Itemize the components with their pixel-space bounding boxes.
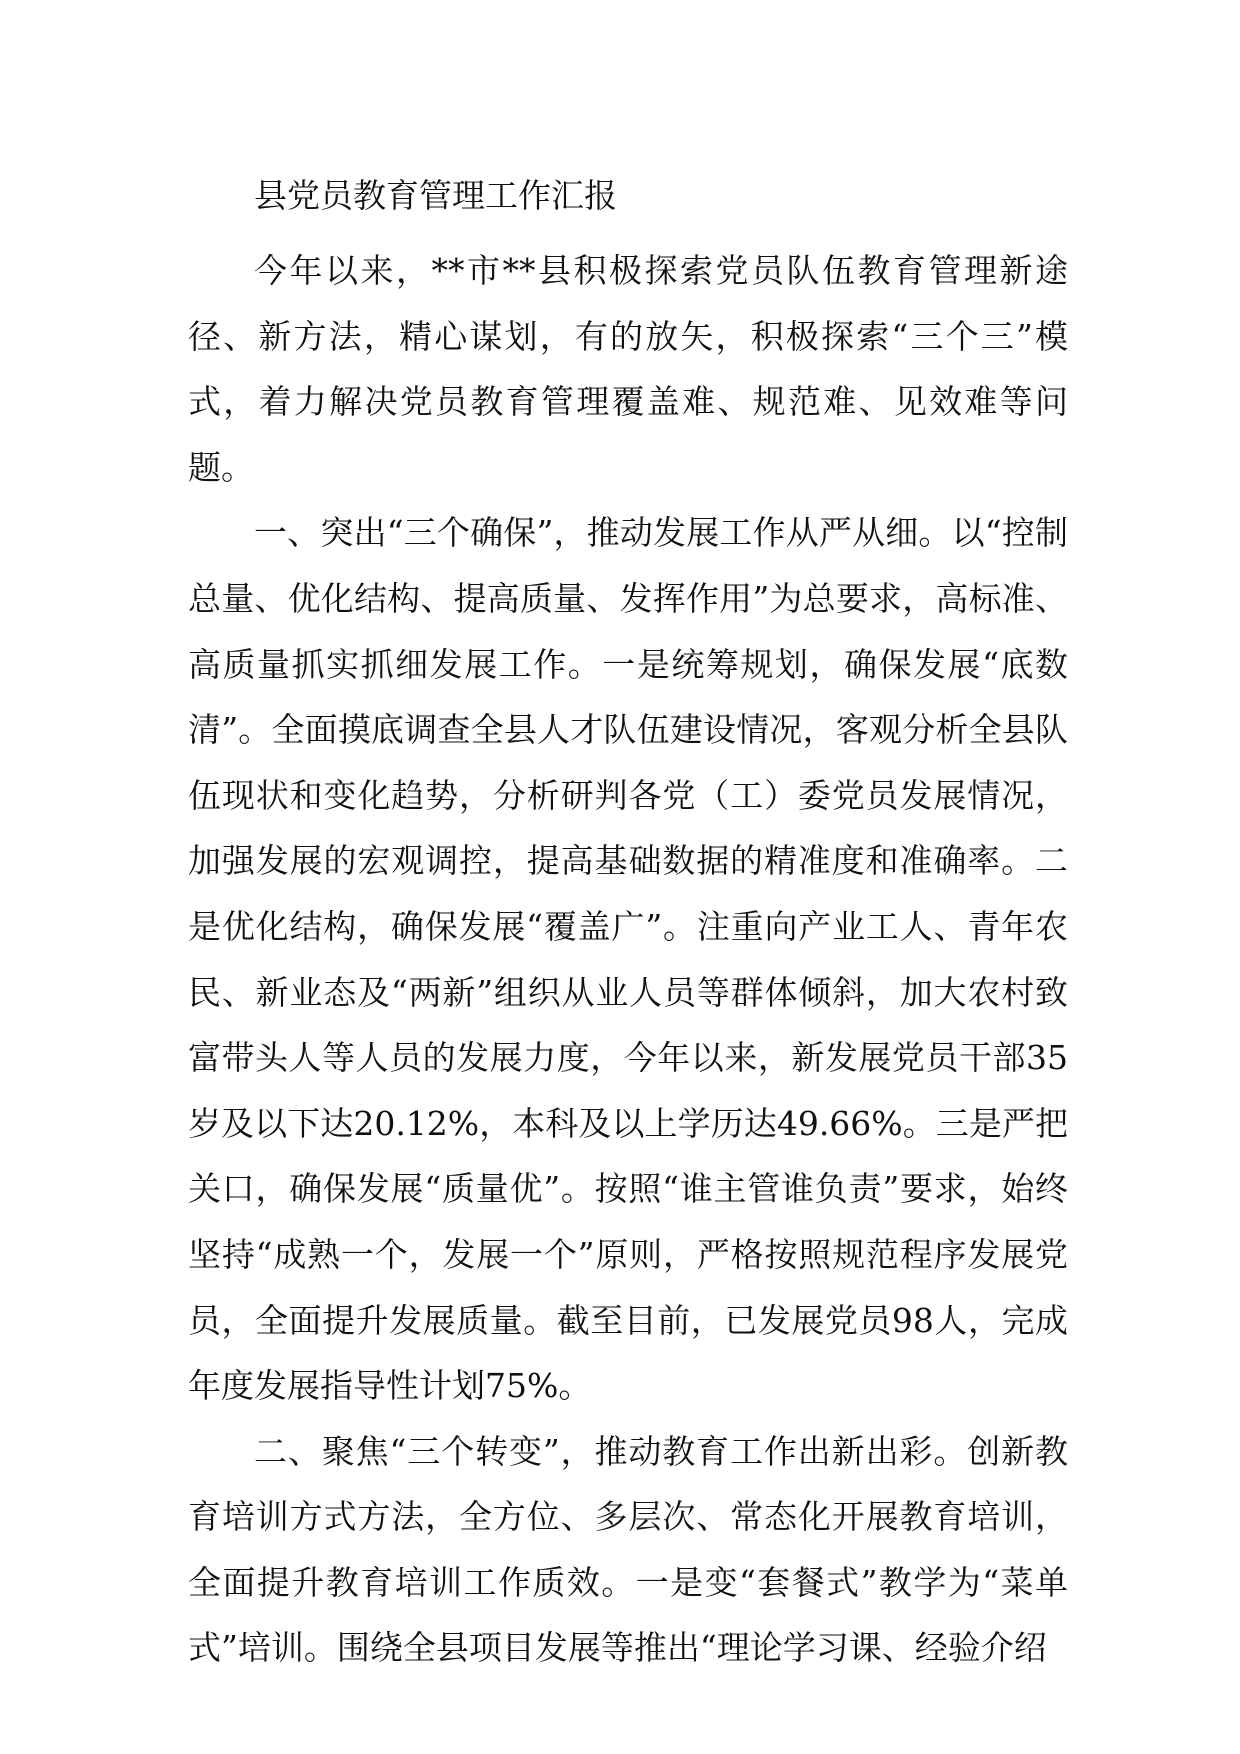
paragraph-intro: 今年以来，**市**县积极探索党员队伍教育管理新途径、新方法，精心谋划，有的放矢，积极探索“三个三”模式，着力解决党员教育管理覆盖难、规范难、见效难等问题。 — [188, 251, 1068, 487]
document-title: 县党员教育管理工作汇报 — [254, 176, 617, 215]
document-body — [188, 238, 1068, 1681]
paragraph-section-1: 一、突出“三个确保”，推动发展工作从严从细。以“控制总量、优化结构、提高质量、发挥作用”为总要求，高标准、高质量抓实抓细发展工作。一是统筹规划，确保发展“底数清”。全面摸底调查全县人才队伍建设情况，客观分析全县队伍现状和变化趋势，分析研判各党（工）委党员发展情况，加强发展的宏观调控，提高基础数据的精准度和准确率。二是优化结构，确保发展“覆盖广”。注重向产业工人、青年农民、新业态及“两新”组织从业人员等群体倾斜，加大农村致富带头人等人员的发展力度，今年以来，新发展党员干部35岁及以下达20.12%，本科及以上学历达49.66%。三是严把关口，确保发展“质量优”。按照“谁主管谁负责”要求，始终坚持“成熟一个，发展一个”原则，严格按照规范程序发展党员，全面提升发展质量。截至目前，已发展党员98人，完成年度发展指导性计划75%。 — [188, 513, 1068, 1406]
paragraph-section-2: 二、聚焦“三个转变”，推动教育工作出新出彩。创新教育培训方式方法，全方位、多层次、常态化开展教育培训，全面提升教育培训工作质效。一是变“套餐式”教学为“菜单式”培训。围绕全县项目发展等推出“理论学习课、经验介绍 — [188, 1431, 1068, 1668]
